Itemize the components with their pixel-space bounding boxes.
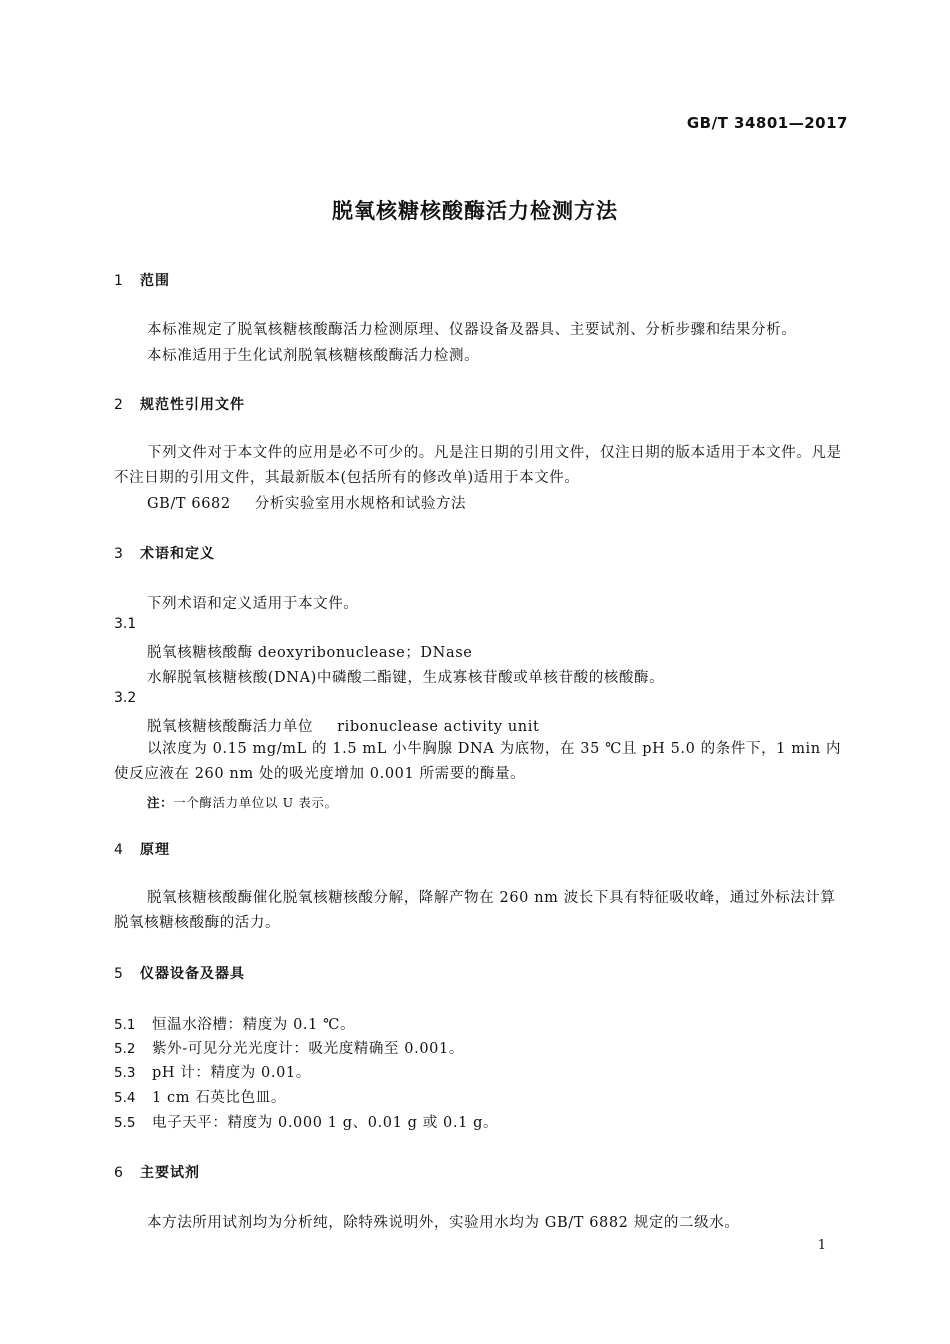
section-6-heading <box>114 1162 200 1182</box>
section-4-paragraph: 脱氧核糖核酸酶催化脱氧核糖核酸分解，降解产物在 260 nm 波长下具有特征吸收峰，通过外标法计算脱氧核糖核酸酶的活力。 <box>114 890 836 931</box>
equipment-item <box>114 1037 464 1058</box>
section-2-paragraph: 下列文件对于本文件的应用是必不可少的。凡是注日期的引用文件，仅注日期的版本适用于本文件。凡是不注日期的引用文件，其最新版本(包括所有的修改单)适用于本文件。 <box>114 445 842 486</box>
equipment-item-text: 恒温水浴槽：精度为 0.1 ℃。 <box>152 1017 356 1033</box>
section-1-heading <box>114 270 170 290</box>
term-3-1-name: 脱氧核糖核酸酶 deoxyribonuclease；DNase <box>147 645 473 661</box>
section-2-title: 规范性引用文件 <box>140 397 245 413</box>
reference-title: 分析实验室用水规格和试验方法 <box>254 496 467 512</box>
document-title: 脱氧核糖核酸酶活力检测方法 <box>332 199 618 223</box>
equipment-item-text: 紫外-可见分光光度计：吸光度精确至 0.001。 <box>152 1041 464 1057</box>
equipment-item <box>114 1086 286 1107</box>
note-label: 注： <box>147 795 174 810</box>
equipment-item-number: 5.1 <box>114 1017 136 1033</box>
term-3-1-number: 3.1 <box>114 616 137 632</box>
note-text: 一个酶活力单位以 U 表示。 <box>173 795 338 810</box>
section-6-title: 主要试剂 <box>140 1165 200 1181</box>
normative-reference <box>147 492 466 513</box>
term-3-2-note <box>147 793 338 811</box>
section-1-number: 1 <box>114 273 124 289</box>
section-6-number: 6 <box>114 1165 124 1181</box>
equipment-item-text: 1 cm 石英比色皿。 <box>152 1090 286 1106</box>
equipment-item <box>114 1111 498 1132</box>
term-3-2-definition: 以浓度为 0.15 mg/mL 的 1.5 mL 小牛胸腺 DNA 为底物，在 35 ℃且 pH 5.0 的条件下，1 min 内使反应液在 260 nm 处的吸光度增加 0.001 所需要的酶量。 <box>114 741 842 782</box>
section-5-heading <box>114 963 245 983</box>
section-1-paragraph-1: 本标准规定了脱氧核糖核酸酶活力检测原理、仪器设备及器具、主要试剂、分析步骤和结果分析。 <box>147 322 797 338</box>
equipment-item-number: 5.3 <box>114 1065 136 1081</box>
page-number: 1 <box>817 1238 826 1253</box>
section-4-number: 4 <box>114 842 124 858</box>
equipment-item-number: 5.4 <box>114 1090 136 1106</box>
standard-code: GB/T 34801—2017 <box>686 114 848 132</box>
equipment-item-number: 5.5 <box>114 1115 136 1131</box>
section-3-title: 术语和定义 <box>140 546 215 562</box>
equipment-item-text: 电子天平：精度为 0.000 1 g、0.01 g 或 0.1 g。 <box>152 1115 499 1131</box>
section-2-heading <box>114 394 245 414</box>
section-1-paragraph-2: 本标准适用于生化试剂脱氧核糖核酸酶活力检测。 <box>147 348 480 364</box>
reference-code: GB/T 6682 <box>147 496 231 512</box>
term-3-2-number: 3.2 <box>114 690 137 706</box>
section-4-title: 原理 <box>140 842 170 858</box>
section-1-title: 范围 <box>140 273 170 289</box>
equipment-item <box>114 1013 355 1034</box>
term-3-2-name-en: ribonuclease activity unit <box>337 719 540 735</box>
equipment-item <box>114 1061 311 1082</box>
term-3-2-name-zh: 脱氧核糖核酸酶活力单位 <box>147 719 314 735</box>
equipment-item-number: 5.2 <box>114 1041 136 1057</box>
section-5-title: 仪器设备及器具 <box>140 966 245 982</box>
section-4-heading <box>114 839 170 859</box>
section-3-intro: 下列术语和定义适用于本文件。 <box>147 596 359 612</box>
term-3-1-definition: 水解脱氧核糖核酸(DNA)中磷酸二酯键，生成寡核苷酸或单核苷酸的核酸酶。 <box>147 670 665 686</box>
section-3-heading <box>114 543 215 563</box>
term-3-2-name <box>147 715 539 736</box>
section-6-paragraph: 本方法所用试剂均为分析纯，除特殊说明外，实验用水均为 GB/T 6882 规定的二级水。 <box>147 1215 740 1231</box>
section-5-number: 5 <box>114 966 124 982</box>
section-3-number: 3 <box>114 546 124 562</box>
equipment-item-text: pH 计：精度为 0.01。 <box>152 1065 311 1081</box>
section-2-number: 2 <box>114 397 124 413</box>
